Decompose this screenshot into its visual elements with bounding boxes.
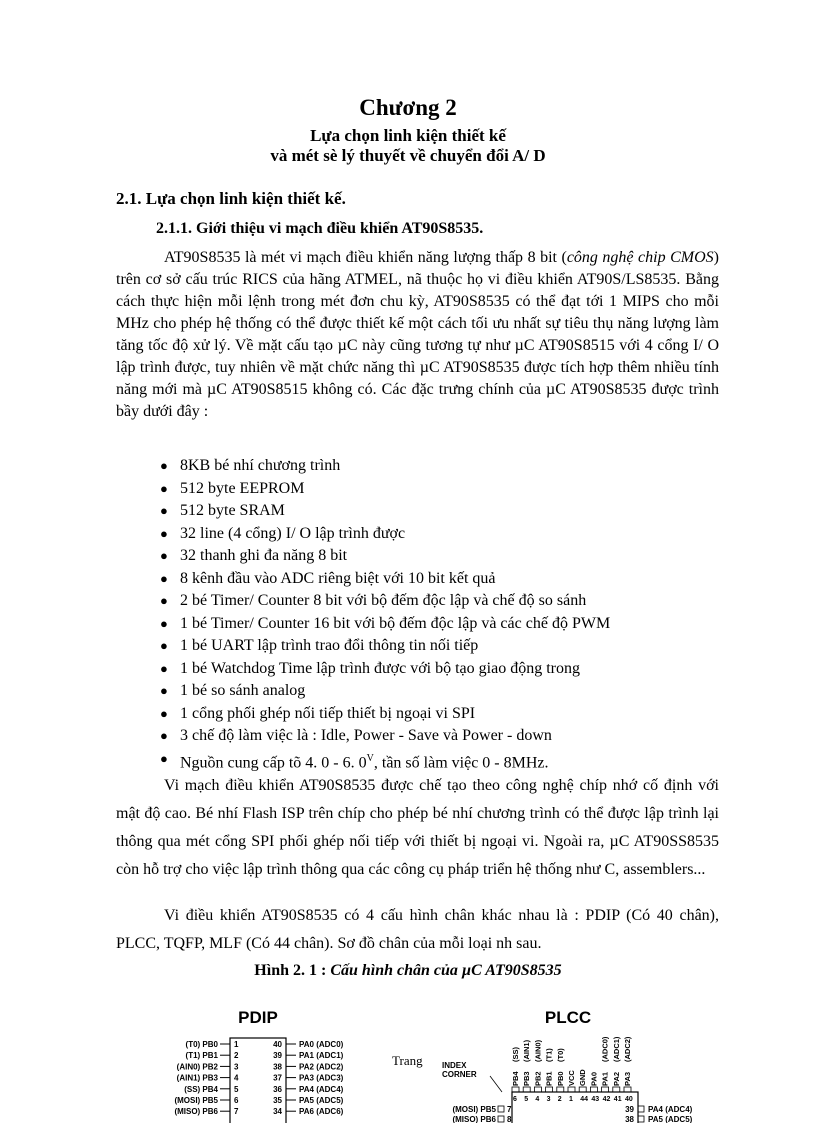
pin-label: (ADC2) xyxy=(623,1036,632,1062)
list-item: ● 512 byte SRAM xyxy=(160,500,610,523)
bullet-icon: ● xyxy=(160,615,168,631)
figure-caption xyxy=(0,962,816,980)
pin-lead xyxy=(613,1087,620,1092)
pin-number: 40 xyxy=(273,1040,282,1049)
pin-number: 36 xyxy=(273,1084,282,1094)
list-item: ● 1 bé UART lập trình trao đổi thông tin nối tiếp xyxy=(160,635,610,658)
pin-lead xyxy=(557,1087,564,1092)
index-corner-label: INDEX xyxy=(442,1061,467,1070)
pin-number: 39 xyxy=(625,1105,634,1114)
pin-lead xyxy=(624,1087,631,1092)
pin-lead xyxy=(638,1106,644,1112)
list-item: ● 512 byte EEPROM xyxy=(160,478,610,501)
pin-label: (MOSI) PB5 xyxy=(452,1105,496,1114)
section-heading: 2.1. Lựa chọn linh kiện thiết kế. xyxy=(116,189,346,208)
pin-number: 42 xyxy=(602,1096,611,1103)
trang-label: Trang xyxy=(392,1053,423,1068)
pin-label: PB3 xyxy=(522,1071,532,1086)
chapter-subtitle-line-1: Lựa chọn linh kiện thiết kế xyxy=(310,126,506,145)
pin-lead xyxy=(498,1106,504,1112)
pin-number: 5 xyxy=(524,1096,529,1103)
pinout-figure xyxy=(130,1000,750,1123)
pin-number: 7 xyxy=(507,1105,512,1114)
pin-number: 39 xyxy=(273,1051,282,1061)
list-item: ● 32 line (4 cổng) I/ O lập trình được xyxy=(160,523,610,546)
bullet-icon: ● xyxy=(160,480,168,496)
pin-label: GND xyxy=(578,1069,588,1086)
fabrication-paragraph: Vi mạch điều khiển AT90S8535 được chế tạo theo công nghệ chíp nhớ cố định với mật độ cao. Bé nhí Flash ISP trên chíp cho phép bé nhí chương trình có thể được lập trình lại thông qua mét cổng SPI phối ghép nối tiếp với thiết bị ngoại vi. Ngoài ra, µC AT90SS8535 còn hỗ trợ cho việc lập trình thông qua các công cụ pháp triển hệ thống như C, assemblers... xyxy=(116,777,719,878)
pin-number: 43 xyxy=(591,1096,600,1103)
list-item: ● 8 kênh đầu vào ADC riêng biệt với 10 bit kết quả xyxy=(160,568,610,591)
list-item: ● 1 bé Timer/ Counter 16 bit với bộ đếm độc lập và các chế độ PWM xyxy=(160,613,610,636)
bullet-icon: ● xyxy=(160,705,168,721)
pin-lead xyxy=(568,1087,575,1092)
pin-label: PA3 xyxy=(623,1071,632,1086)
pin-label: PA1 xyxy=(600,1071,610,1086)
pin-lead xyxy=(534,1087,541,1092)
bullet-icon: ● xyxy=(160,638,168,653)
pin-label: (MISO) PB6 xyxy=(174,1107,218,1117)
pin-label: (SS) PB4 xyxy=(184,1084,218,1094)
index-corner-label: CORNER xyxy=(442,1070,477,1079)
pin-label: PA0 xyxy=(589,1071,599,1086)
pin-number: 38 xyxy=(625,1115,634,1123)
pin-label: PA4 (ADC4) xyxy=(648,1105,693,1114)
pin-label: PB4 xyxy=(511,1071,520,1086)
pin-number: 2 xyxy=(557,1096,562,1103)
pin-label: (ADC0) xyxy=(600,1036,610,1062)
intro-text-b: ) trên cơ sở cấu trúc RICS của hãng ATMEL, nã thuộc họ vi điều khiển AT90S/LS8535. Bằng cách thực hiện mỗi lệnh trong mét đơn chu kỳ, AT90S8535 có thể đạt tới 1 MIPS cho mỗi MHz cho phép hệ thống có thể được thiết kế một cách tối ưu nhất sự tiêu thụ năng lượng làm tăng tốc độ xử lý. Về mặt cấu tạo µC này cũng tương tự như µC AT90S8515 với 4 cổng I/ O lập trình được, tuy nhiên về mặt chức năng thì µC AT90S8535 được tích hợp thêm nhiều tính năng mới mà µC AT90S8515 không có. Các đặc trưng chính của µC AT90S8535 được trình bầy dưới đây : xyxy=(116,249,719,420)
pin-label: (T1) PB1 xyxy=(185,1051,218,1061)
pin-lead xyxy=(498,1116,504,1122)
caption-title: Cấu hình chân của µC AT90S8535 xyxy=(330,962,562,979)
pin-number: 1 xyxy=(569,1096,573,1103)
caption-label: Hình 2. 1 : xyxy=(254,962,331,979)
pin-label: PB1 xyxy=(544,1071,554,1086)
intro-text-a: AT90S8535 là mét vi mạch điều khiển năng lượng thấp 8 bit ( xyxy=(164,249,567,266)
list-item: ● 2 bé Timer/ Counter 8 bit với bộ đếm độc lập và chế độ so sánh xyxy=(160,590,610,613)
pin-lead xyxy=(602,1087,609,1092)
pdip-title: PDIP xyxy=(238,1008,278,1027)
pin-label: (MISO) PB6 xyxy=(452,1115,496,1123)
pin-label: PA3 (ADC3) xyxy=(299,1073,344,1083)
pin-number: 2 xyxy=(234,1051,239,1061)
pin-number: 4 xyxy=(535,1096,540,1103)
pin-label: PA2 (ADC2) xyxy=(299,1062,344,1072)
pin-label: PA6 (ADC6) xyxy=(299,1107,344,1117)
subsection-heading: 2.1.1. Giới thiệu vi mạch điều khiển AT90S8535. xyxy=(156,220,484,237)
list-item: ● 1 bé so sánh analog xyxy=(160,680,610,703)
pin-label: (ADC1) xyxy=(611,1036,621,1062)
plcc-top-pins xyxy=(511,1036,633,1103)
pin-number: 38 xyxy=(273,1062,282,1072)
pinout-paragraph: Vi điều khiển AT90S8535 có 4 cấu hình chân khác nhau là : PDIP (Có 40 chân), PLCC, TQFP, MLF (Có 44 chân). Sơ đồ chân của mỗi loại nh sau. xyxy=(116,907,719,952)
pin-lead xyxy=(546,1087,553,1092)
pin-number: 37 xyxy=(273,1073,282,1083)
pin-label: (T1) xyxy=(544,1048,554,1062)
bullet-icon: ● xyxy=(160,570,168,586)
plcc-left-pins xyxy=(452,1105,512,1123)
pin-lead xyxy=(590,1087,597,1092)
pin-label: (SS) xyxy=(511,1047,520,1062)
intro-text-italic: công nghệ chip CMOS xyxy=(566,249,714,266)
bullet-icon: ● xyxy=(160,660,168,676)
pin-number: 6 xyxy=(513,1096,517,1103)
pin-number: 41 xyxy=(613,1096,622,1103)
pdip-left-pins xyxy=(174,1040,239,1116)
pin-number: 1 xyxy=(234,1040,239,1049)
pin-label: (AIN0) xyxy=(533,1039,543,1062)
pin-label: PA2 xyxy=(611,1071,621,1086)
plcc-title: PLCC xyxy=(544,1008,592,1027)
pin-label: (AIN1) xyxy=(522,1039,532,1062)
pin-number: 40 xyxy=(625,1096,633,1103)
list-item: ● Nguồn cung cấp tõ 4. 0 - 6. $0^V$, tần số làm việc 0 - 8MHz. xyxy=(160,748,610,771)
pin-number: 3 xyxy=(234,1062,239,1072)
pin-lead xyxy=(512,1087,519,1092)
chapter-subtitle-line-2: và mét sè lý thuyết về chuyển đổi A/ D xyxy=(270,146,546,165)
pin-label: PA1 (ADC1) xyxy=(299,1051,344,1061)
index-arrow xyxy=(490,1076,502,1092)
pin-label: PA5 (ADC5) xyxy=(648,1115,693,1123)
pin-label: (AIN0) PB2 xyxy=(176,1062,218,1072)
bullet-icon: ● xyxy=(160,548,168,563)
pin-label: VCC xyxy=(567,1070,576,1086)
pin-label: (AIN1) PB3 xyxy=(176,1073,218,1083)
pin-number: 34 xyxy=(273,1107,282,1117)
pin-label: (T0) xyxy=(555,1048,565,1062)
pin-label: PA0 (ADC0) xyxy=(299,1040,344,1049)
intro-paragraph xyxy=(116,247,719,423)
pin-label: (MOSI) PB5 xyxy=(174,1096,218,1105)
bullet-icon: ● xyxy=(160,683,168,698)
bullet-icon: ● xyxy=(160,525,168,541)
pin-number: 5 xyxy=(234,1084,239,1094)
list-item: ● 32 thanh ghi đa năng 8 bit xyxy=(160,545,610,568)
bullet-icon: ● xyxy=(160,458,168,473)
pin-lead xyxy=(579,1087,586,1092)
plcc-right-pins xyxy=(625,1105,693,1123)
bullet-icon: ● xyxy=(160,750,168,766)
list-item: ● 1 bé Watchdog Time lập trình được với bộ tạo giao động trong xyxy=(160,658,610,681)
pin-number: 3 xyxy=(546,1096,551,1103)
pin-label: (T0) PB0 xyxy=(185,1040,218,1049)
chapter-title: Chương 2 xyxy=(359,95,457,120)
pdip-right-pins xyxy=(273,1040,344,1116)
pin-number: 7 xyxy=(234,1107,239,1117)
bullet-icon: ● xyxy=(160,593,168,608)
pin-number: 8 xyxy=(507,1115,512,1123)
pin-number: 6 xyxy=(234,1096,239,1105)
pin-number: 35 xyxy=(273,1096,282,1105)
list-item: ● 8KB bé nhí chương trình xyxy=(160,455,610,478)
pin-number: 44 xyxy=(580,1096,588,1103)
pin-lead xyxy=(638,1116,644,1122)
feature-list xyxy=(160,455,610,770)
pin-label: PA4 (ADC4) xyxy=(299,1084,344,1094)
list-item: ● 3 chế độ làm việc là : Idle, Power - Save và Power - down xyxy=(160,725,610,748)
pin-lead xyxy=(523,1087,530,1092)
list-item: ● 1 cổng phối ghép nối tiếp thiết bị ngoại vi SPI xyxy=(160,703,610,726)
pin-number: 4 xyxy=(234,1073,239,1083)
bullet-icon: ● xyxy=(160,503,168,518)
pin-label: PA5 (ADC5) xyxy=(299,1096,344,1105)
pin-label: PB0 xyxy=(555,1071,565,1086)
pin-label: PB2 xyxy=(533,1071,543,1086)
bullet-icon: ● xyxy=(160,728,168,743)
